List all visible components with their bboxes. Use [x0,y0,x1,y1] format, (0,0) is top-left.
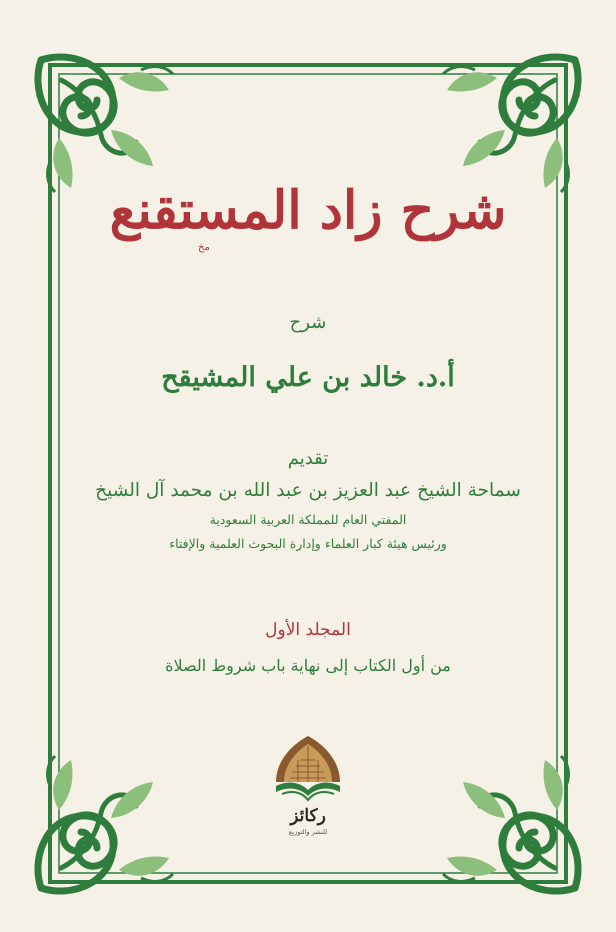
publisher-tagline: للنشر والتوزيع [288,828,328,836]
title-mark: مخ [198,242,210,253]
presentation-label: تقديم [287,448,329,469]
volume-label: المجلد الأول [265,620,351,640]
volume-range: من أول الكتاب إلى نهاية باب شروط الصلاة [165,656,451,675]
presenter-name: سماحة الشيخ عبد العزيز بن عبد الله بن محمد آل الشيخ [95,480,521,501]
publisher-logo [268,730,348,840]
author-name: أ.د. خالد بن علي المشيقح [161,362,455,393]
book-title: شرح زاد المستقنع [109,180,507,241]
mosque-dome-book-icon [268,730,348,806]
presenter-role-line-1: المفتي العام للمملكة العربية السعودية [209,512,407,527]
publisher-name: ركائز [290,806,326,826]
presenter-role-line-2: ورئيس هيئة كبار العلماء وإدارة البحوث العلمية والإفتاء [169,536,447,551]
sharh-label: شرح [289,312,327,333]
